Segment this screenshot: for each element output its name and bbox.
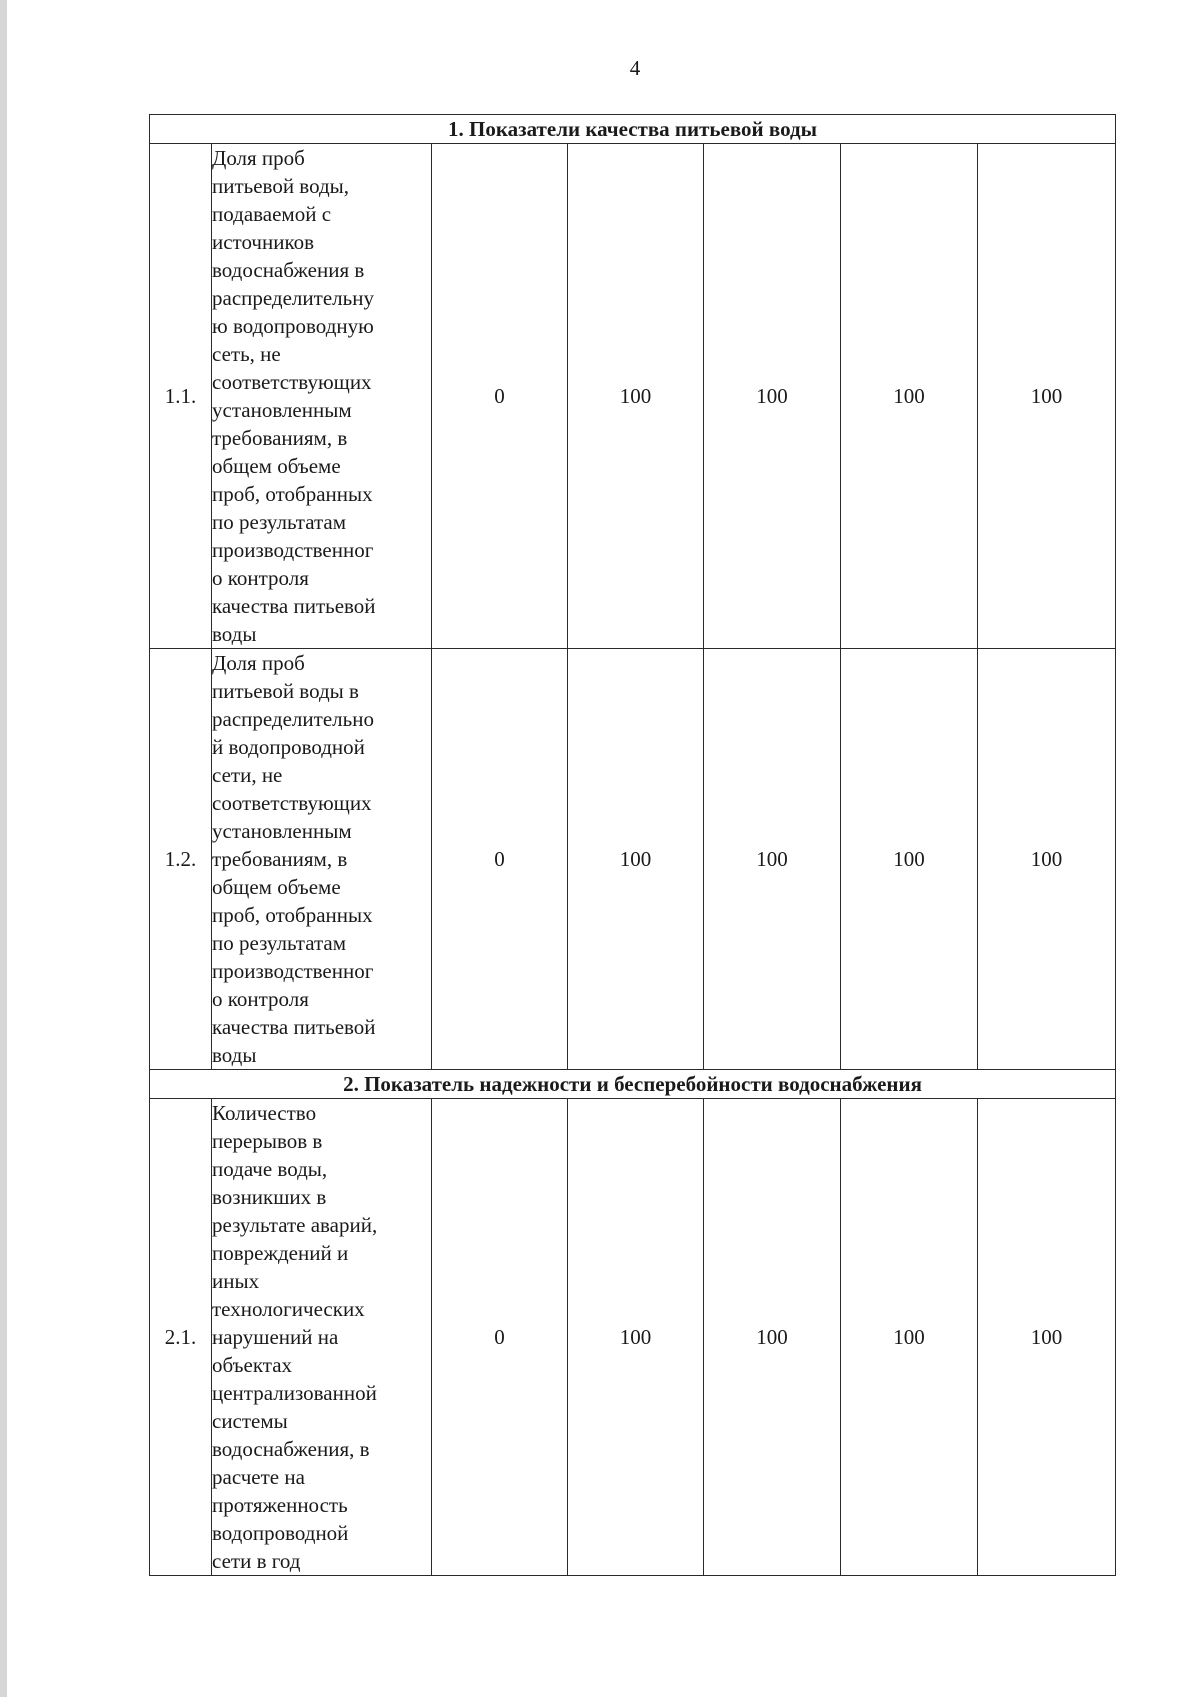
indicator-description [212, 649, 432, 1070]
section-header-row [150, 115, 1116, 144]
description-line: иных [212, 1269, 260, 1293]
description-line: Доля проб [212, 146, 305, 170]
description-line: производственног [212, 959, 374, 983]
description-line: проб, отобранных [212, 482, 373, 506]
description-line: сети в год [212, 1549, 301, 1573]
description-line: водоснабжения, в [212, 1437, 370, 1461]
description-line: й водопроводной [212, 735, 365, 759]
description-line: по результатам [212, 510, 347, 534]
description-line: протяженность [212, 1493, 348, 1517]
indicator-description [212, 1099, 432, 1576]
description-line: системы [212, 1409, 288, 1433]
section-title: 1. Показатели качества питьевой воды [150, 115, 1116, 144]
description-line: качества питьевой [212, 594, 376, 618]
description-line: объектах [212, 1353, 293, 1377]
table-row [150, 144, 1116, 649]
description-line: соответствующих [212, 370, 372, 394]
indicators-table [149, 114, 1116, 1576]
indicator-value: 100 [704, 144, 841, 649]
description-line: сети, не [212, 763, 283, 787]
indicator-value: 100 [704, 649, 841, 1070]
indicator-value: 100 [568, 649, 704, 1070]
indicator-value: 100 [841, 144, 978, 649]
description-line: водопроводной [212, 1521, 349, 1545]
description-line: соответствующих [212, 791, 372, 815]
description-line: распределительну [212, 286, 374, 310]
description-line: подаваемой с [212, 202, 332, 226]
row-number: 1.2. [150, 649, 212, 1070]
indicator-value: 100 [841, 1099, 978, 1576]
row-number: 2.1. [150, 1099, 212, 1576]
indicator-value: 0 [432, 649, 568, 1070]
description-line: воды [212, 622, 257, 646]
description-line: централизованной [212, 1381, 377, 1405]
indicator-value: 0 [432, 1099, 568, 1576]
description-line: качества питьевой [212, 1015, 376, 1039]
indicator-value: 100 [841, 649, 978, 1070]
description-line: технологических [212, 1297, 365, 1321]
table-body [150, 115, 1116, 1576]
description-line: источников [212, 230, 315, 254]
row-number: 1.1. [150, 144, 212, 649]
indicator-value: 100 [978, 144, 1116, 649]
description-line: водоснабжения в [212, 258, 365, 282]
table-row [150, 1099, 1116, 1576]
section-title: 2. Показатель надежности и бесперебойности водоснабжения [150, 1070, 1116, 1099]
scan-left-edge [0, 0, 7, 1697]
description-line: о контроля [212, 566, 309, 590]
description-line: Количество [212, 1101, 317, 1125]
description-line: распределительно [212, 707, 374, 731]
description-line: установленным [212, 398, 352, 422]
description-line: требованиям, в [212, 847, 348, 871]
description-line: проб, отобранных [212, 903, 373, 927]
description-line: подаче воды, [212, 1157, 328, 1181]
indicator-description [212, 144, 432, 649]
description-line: установленным [212, 819, 352, 843]
description-line: Доля проб [212, 651, 305, 675]
description-line: нарушений на [212, 1325, 339, 1349]
description-line: ю водопроводную [212, 314, 374, 338]
description-line: сеть, не [212, 342, 281, 366]
description-line: перерывов в [212, 1129, 323, 1153]
description-line: питьевой воды в [212, 679, 359, 703]
page-number: 4 [629, 56, 641, 80]
indicator-value: 0 [432, 144, 568, 649]
indicator-value: 100 [568, 144, 704, 649]
description-line: производственног [212, 538, 374, 562]
description-line: требованиям, в [212, 426, 348, 450]
indicator-value: 100 [978, 649, 1116, 1070]
description-line: общем объеме [212, 875, 341, 899]
description-line: о контроля [212, 987, 309, 1011]
description-line: возникших в [212, 1185, 327, 1209]
indicator-value: 100 [704, 1099, 841, 1576]
section-header-row [150, 1070, 1116, 1099]
description-line: результате аварий, [212, 1213, 378, 1237]
indicator-value: 100 [568, 1099, 704, 1576]
description-line: повреждений и [212, 1241, 349, 1265]
indicator-value: 100 [978, 1099, 1116, 1576]
table-row [150, 649, 1116, 1070]
description-line: расчете на [212, 1465, 305, 1489]
description-line: по результатам [212, 931, 347, 955]
description-line: воды [212, 1043, 257, 1067]
description-line: питьевой воды, [212, 174, 350, 198]
description-line: общем объеме [212, 454, 341, 478]
